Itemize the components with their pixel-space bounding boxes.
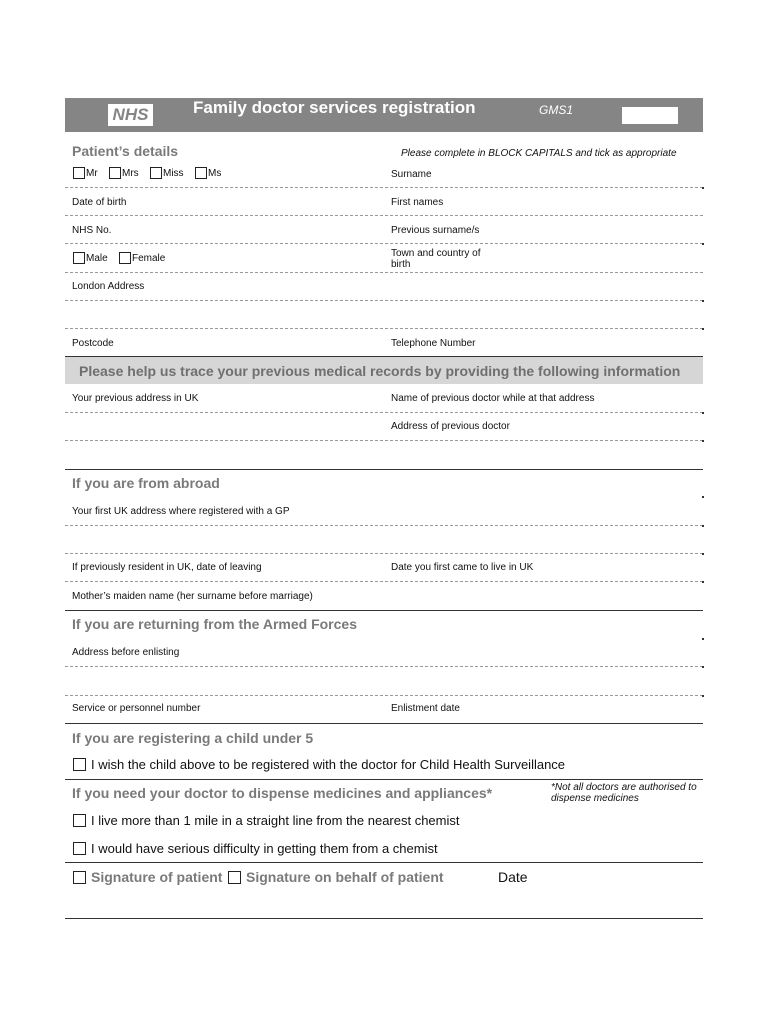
row-divider: [65, 187, 703, 188]
difficulty-getting-medicines-option[interactable]: [73, 841, 438, 856]
title-mr-checkbox[interactable]: [73, 167, 98, 179]
sex-female-checkbox[interactable]: [119, 252, 165, 264]
date-of-leaving-label: If previously resident in UK, date of leaving: [72, 562, 262, 573]
row-dot: [702, 553, 704, 555]
title-mr-label: Mr: [86, 167, 98, 179]
title-ms-checkbox[interactable]: [195, 167, 221, 179]
child-health-surveillance-label: I wish the child above to be registered with the doctor for Child Health Surveillance: [91, 757, 566, 772]
row-dot: [702, 187, 704, 189]
row-divider: [65, 215, 703, 216]
signature-of-patient-label: Signature of patient: [91, 869, 223, 885]
row-dot: [702, 243, 704, 245]
row-dot: [702, 666, 704, 668]
row-divider: [65, 553, 703, 554]
form-header: [65, 98, 703, 132]
service-number-label: Service or personnel number: [72, 703, 201, 714]
checkbox-box[interactable]: [73, 814, 86, 827]
london-address-label: London Address: [72, 281, 145, 292]
first-names-label: First names: [391, 197, 444, 208]
male-label: Male: [86, 252, 108, 264]
checkbox-box[interactable]: [73, 842, 86, 855]
section-divider: [65, 610, 703, 611]
form-title: Family doctor services registration: [193, 98, 476, 117]
title-miss-label: Miss: [163, 167, 184, 179]
sex-male-checkbox[interactable]: [73, 252, 108, 264]
mothers-maiden-name-label: Mother’s maiden name (her surname before marriage): [72, 591, 313, 602]
title-mrs-label: Mrs: [122, 167, 139, 179]
row-dot: [702, 440, 704, 442]
form-code: GMS1: [539, 103, 574, 117]
row-divider: [65, 412, 703, 413]
checkbox-box[interactable]: [195, 167, 207, 179]
previous-doctor-name-label: Name of previous doctor while at that address: [391, 393, 595, 404]
reference-box[interactable]: [622, 107, 678, 124]
row-dot: [702, 412, 704, 414]
row-dot: [702, 695, 704, 697]
date-first-came-label: Date you first came to live in UK: [391, 562, 534, 573]
checkbox-box[interactable]: [119, 252, 131, 264]
signature-on-behalf-option[interactable]: [228, 869, 444, 885]
signature-line: [65, 918, 703, 919]
trace-records-text: Please help us trace your previous medical records by providing the following information: [79, 363, 681, 379]
town-country-birth-label: Town and country of birth: [391, 248, 481, 270]
patient-details-title: Patient’s details: [72, 143, 179, 159]
title-mrs-checkbox[interactable]: [109, 167, 139, 179]
previous-address-label: Your previous address in UK: [72, 393, 199, 404]
row-dot: [702, 496, 704, 498]
first-uk-address-label: Your first UK address where registered with a GP: [72, 506, 290, 517]
row-divider: [65, 300, 703, 301]
enlistment-date-label: Enlistment date: [391, 703, 460, 714]
address-before-enlisting-label: Address before enlisting: [72, 647, 180, 658]
distance-from-chemist-option[interactable]: [73, 813, 460, 828]
trace-records-banner: [65, 357, 703, 384]
title-ms-label: Ms: [208, 167, 222, 179]
female-label: Female: [132, 252, 166, 264]
armed-forces-title: If you are returning from the Armed Forces: [72, 616, 357, 632]
distance-from-chemist-label: I live more than 1 mile in a straight line from the nearest chemist: [91, 813, 460, 828]
date-label: Date: [498, 869, 528, 885]
previous-surname-label: Previous surname/s: [391, 225, 480, 236]
row-dot: [702, 638, 704, 640]
dispense-footnote: *Not all doctors are authorised to dispense medicines: [551, 782, 697, 804]
row-divider: [65, 272, 703, 273]
nhs-number-label: NHS No.: [72, 225, 112, 236]
nhs-logo: NHS: [108, 104, 153, 126]
row-divider: [65, 243, 703, 244]
surname-label: Surname: [391, 169, 432, 180]
difficulty-getting-medicines-label: I would have serious difficulty in getting them from a chemist: [91, 841, 438, 856]
section-divider: [65, 723, 703, 724]
previous-doctor-address-label: Address of previous doctor: [391, 421, 510, 432]
row-dot: [702, 581, 704, 583]
signature-of-patient-option[interactable]: [73, 869, 222, 885]
checkbox-box[interactable]: [109, 167, 121, 179]
dispense-medicines-title: If you need your doctor to dispense medicines and appliances*: [72, 785, 493, 801]
date-of-birth-label: Date of birth: [72, 197, 127, 208]
section-divider: [65, 469, 703, 470]
checkbox-box[interactable]: [73, 758, 86, 771]
checkbox-box[interactable]: [73, 252, 85, 264]
signature-on-behalf-label: Signature on behalf of patient: [246, 869, 444, 885]
row-dot: [702, 328, 704, 330]
row-divider: [65, 328, 703, 329]
telephone-label: Telephone Number: [391, 338, 476, 349]
checkbox-box[interactable]: [73, 871, 86, 884]
row-divider: [65, 695, 703, 696]
checkbox-box[interactable]: [150, 167, 162, 179]
row-dot: [702, 525, 704, 527]
from-abroad-title: If you are from abroad: [72, 475, 220, 491]
row-divider: [65, 666, 703, 667]
block-capitals-instruction: Please complete in BLOCK CAPITALS and tick as appropriate: [401, 148, 677, 159]
row-dot: [702, 300, 704, 302]
row-divider: [65, 525, 703, 526]
row-divider: [65, 581, 703, 582]
row-divider: [65, 440, 703, 441]
checkbox-box[interactable]: [73, 167, 85, 179]
child-under-5-title: If you are registering a child under 5: [72, 730, 314, 746]
section-divider: [65, 779, 703, 780]
child-health-surveillance-option[interactable]: [73, 757, 565, 772]
section-divider: [65, 862, 703, 863]
title-miss-checkbox[interactable]: [150, 167, 184, 179]
checkbox-box[interactable]: [228, 871, 241, 884]
postcode-label: Postcode: [72, 338, 114, 349]
